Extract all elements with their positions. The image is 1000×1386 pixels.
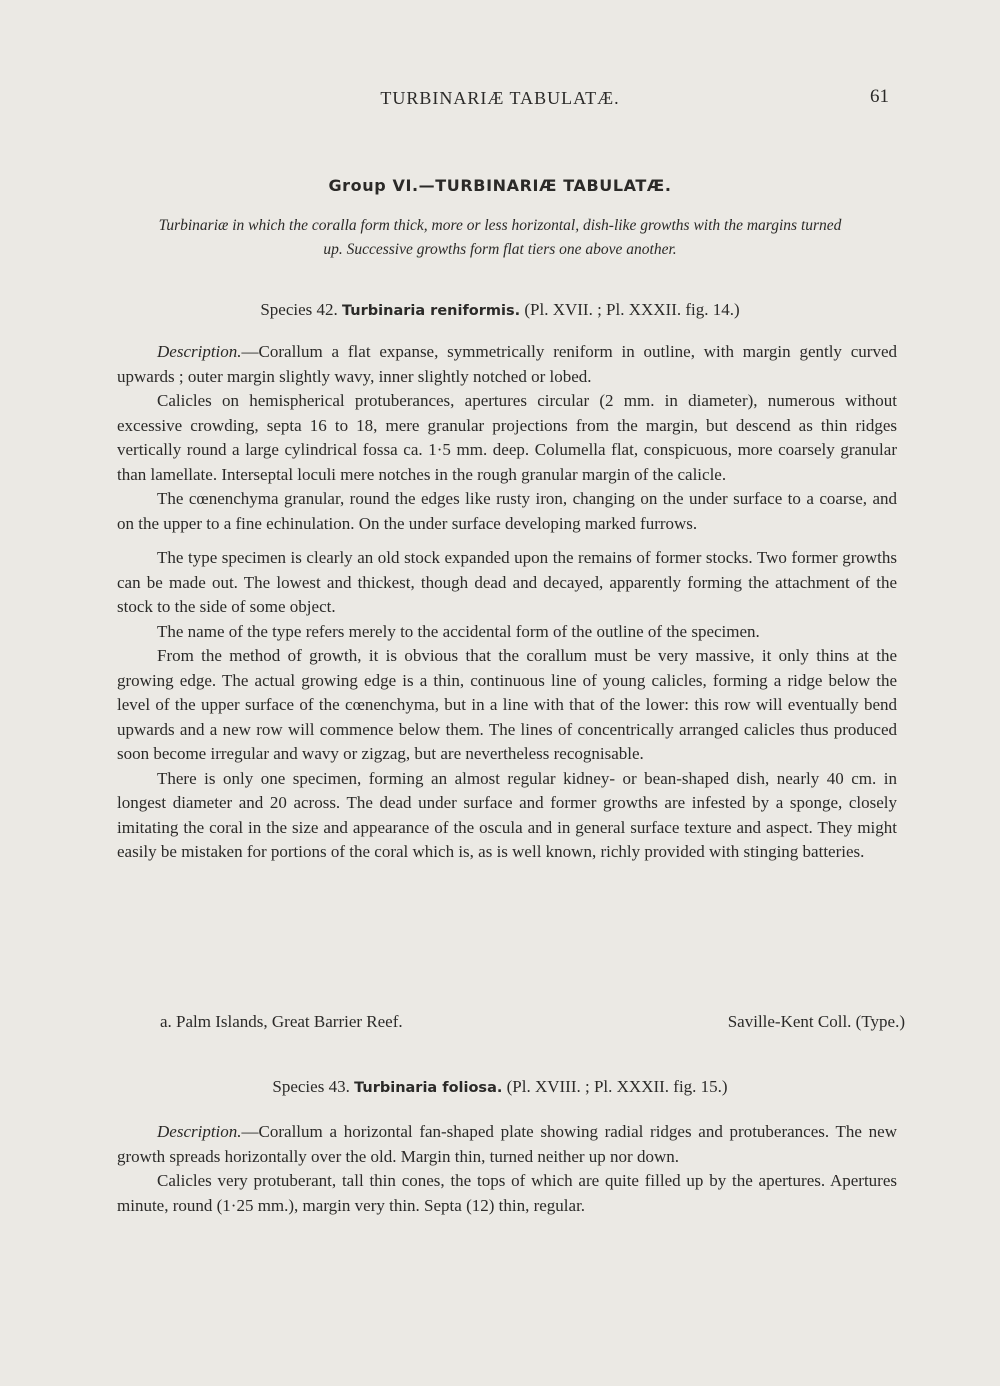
species-43-paragraph <box>117 1120 897 1169</box>
species-42-paragraph: The cœnenchyma granular, round the edges like rusty iron, changing on the under surface to a coarse, and on the upper to a fine echinulation. On the under surface developing marked furrows. <box>117 489 897 533</box>
species-43-heading <box>0 1077 1000 1097</box>
species-42-text <box>117 340 897 865</box>
species-42-heading <box>0 300 1000 320</box>
species-42-paragraph: The type specimen is clearly an old stock expanded upon the remains of former stocks. Two former growths can be made out. The lowest and thickest, though dead and decayed, apparently forming the attachment of the stock to the side of some object. <box>117 548 897 616</box>
description-label: Description. <box>157 342 242 361</box>
species-42-paragraph: From the method of growth, it is obvious that the corallum must be very massive, it only thins at the growing edge. The actual growing edge is a thin, continuous line of young calicles, forming a ridge below the level of the upper surface of the cœnenchyma, but in a line with that of the lower: this row will eventually bend upwards and a new row will commence below them. The lines of concentrically arranged calicles thus produced soon become irregular and wavy or zigzag, but are nevertheless recognisable. <box>117 646 897 763</box>
species-42-number: Species 42. <box>260 300 338 319</box>
species-43-plates: (Pl. XVIII. ; Pl. XXXII. fig. 15.) <box>506 1077 728 1096</box>
description-label: Description. <box>157 1122 242 1141</box>
species-43-paragraph: Calicles very protuberant, tall thin cones, the tops of which are quite filled up by the apertures. Apertures minute, round (1·25 mm.), margin very thin. Septa (12) thin, regular. <box>117 1171 897 1215</box>
species-42-name: Turbinaria reniformis. <box>342 303 521 319</box>
species-43-text <box>117 1120 897 1218</box>
specimen-collection: Saville-Kent Coll. (Type.) <box>727 1012 905 1031</box>
page-number: 61 <box>870 86 889 107</box>
species-43-name: Turbinaria foliosa. <box>354 1080 503 1096</box>
species-42-plates: (Pl. XVII. ; Pl. XXXII. fig. 14.) <box>524 300 740 319</box>
species-43-number: Species 43. <box>272 1077 350 1096</box>
paragraph-text: —Corallum a horizontal fan-shaped plate showing radial ridges and protuberances. The new growth spreads horizontally over the old. Margin thin, turned neither up nor down. <box>117 1122 897 1166</box>
group-description: Turbinariæ in which the coralla form thick, more or less horizontal, dish-like growths with the margins turned up. Successive growths form flat tiers one above another. <box>158 217 842 258</box>
group-title: Group VI.—TURBINARIÆ TABULATÆ. <box>328 176 672 195</box>
species-42-paragraph: There is only one specimen, forming an almost regular kidney- or bean-shaped dish, nearly 40 cm. in longest diameter and 20 across. The dead under surface and former growths are infested by a sponge, closely imitating the coral in the size and appearance of the oscula and in general surface texture and aspect. They might easily be mistaken for portions of the coral which is, as is well known, richly provided with stinging batteries. <box>117 768 897 861</box>
paragraph-text: —Corallum a flat expanse, symmetrically reniform in outline, with margin gently curved upwards ; outer margin slightly wavy, inner slightly notched or lobed. <box>117 342 897 386</box>
species-42-paragraph: Calicles on hemispherical protuberances, apertures circular (2 mm. in diameter), numerous without excessive crowding, septa 16 to 18, mere granular projections from the margin, but descend as thin ridges vertically round a large cylindrical fossa ca. 1·5 mm. deep. Columella flat, conspicuous, more coarsely granular than lamellate. Interseptal loculi mere notches in the rough granular margin of the calicle. <box>117 391 897 484</box>
running-head: TURBINARIÆ TABULATÆ. <box>380 88 620 108</box>
species-42-paragraph <box>117 340 897 389</box>
species-42-paragraph: The name of the type refers merely to the accidental form of the outline of the specimen. <box>157 621 760 641</box>
specimen-locality: a. Palm Islands, Great Barrier Reef. <box>160 1012 403 1031</box>
